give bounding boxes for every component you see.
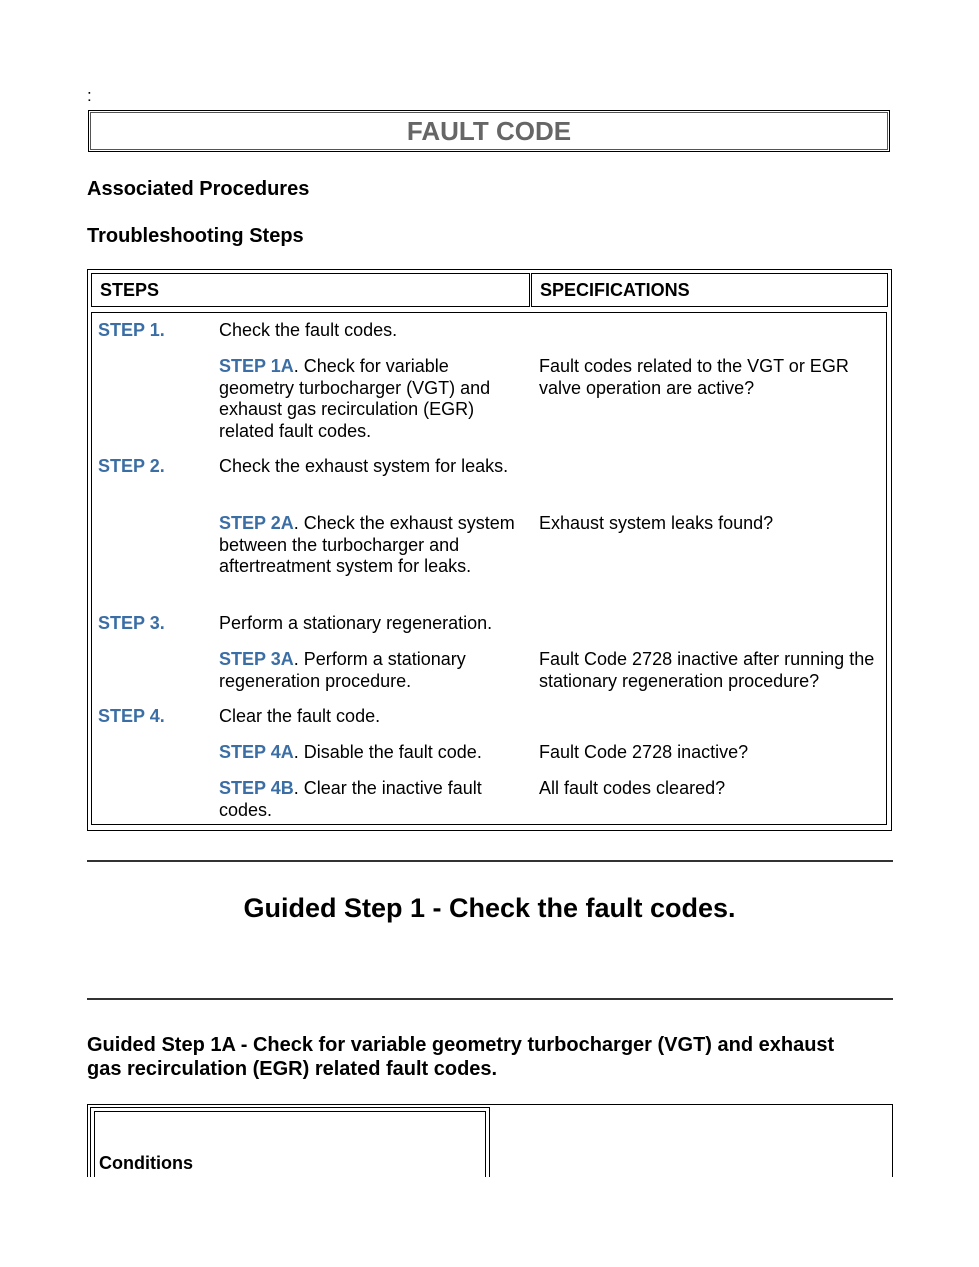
associated-procedures-heading: Associated Procedures [87,178,310,200]
divider-top [87,860,893,862]
step-1a-spec: Fault codes related to the VGT or EGR valve operation are active? [539,356,849,398]
step-4b-spec: All fault codes cleared? [539,778,726,798]
troubleshooting-table [87,269,892,831]
step-1-text: Check the fault codes. [219,320,398,340]
steps-column-header: STEPS [91,273,530,307]
step-1a-link[interactable]: STEP 1A [219,356,294,376]
page-colon: : [87,86,92,105]
page-bottom-margin [0,1177,979,1267]
guided-step-1-title: Guided Step 1 - Check the fault codes. [243,893,736,923]
page-title: FAULT CODE [406,115,572,146]
conditions-label: Conditions [99,1153,193,1173]
fault-code-title-box [88,110,890,152]
table-body [91,312,887,825]
step-2-text: Check the exhaust system for leaks. [219,456,509,476]
step-4-text: Clear the fault code. [219,706,381,726]
step-3a-link[interactable]: STEP 3A [219,649,294,669]
step-2a-spec: Exhaust system leaks found? [539,513,774,533]
step-4b-text: . Clear the inactive fault codes. [219,778,482,820]
guided-step-1a-title: Guided Step 1A - Check for variable geometry turbocharger (VGT) and exhaust gas recirculation (EGR) related fault codes. [87,1034,835,1080]
step-4a-cell [219,742,519,764]
conditions-table [87,1104,893,1185]
step-3-text: Perform a stationary regeneration. [219,613,493,633]
step-2-link[interactable]: STEP 2. [98,456,165,476]
step-4-link[interactable]: STEP 4. [98,706,165,726]
step-1a-cell [219,356,519,442]
troubleshooting-steps-heading: Troubleshooting Steps [87,225,304,247]
step-1-link[interactable]: STEP 1. [98,320,165,340]
conditions-cell-frame [90,1107,490,1188]
step-2a-text: . Check the exhaust system between the turbocharger and aftertreatment system for leaks. [219,513,515,576]
step-3-link[interactable]: STEP 3. [98,613,165,633]
step-3a-cell [219,649,519,692]
step-3a-text: . Perform a stationary regeneration procedure. [219,649,466,691]
step-1a-text: . Check for variable geometry turbocharger (VGT) and exhaust gas recirculation (EGR) related fault codes. [219,356,491,441]
step-4a-text: . Disable the fault code. [293,742,482,762]
step-3a-spec: Fault Code 2728 inactive after running the stationary regeneration procedure? [539,649,875,691]
step-4b-cell [219,778,519,821]
step-4a-link[interactable]: STEP 4A [219,742,294,762]
step-2a-link[interactable]: STEP 2A [219,513,294,533]
divider-bottom [87,998,893,1000]
specifications-column-header: SPECIFICATIONS [531,273,888,307]
step-4b-link[interactable]: STEP 4B [219,778,294,798]
step-4a-spec: Fault Code 2728 inactive? [539,742,749,762]
step-2a-cell [219,513,519,578]
